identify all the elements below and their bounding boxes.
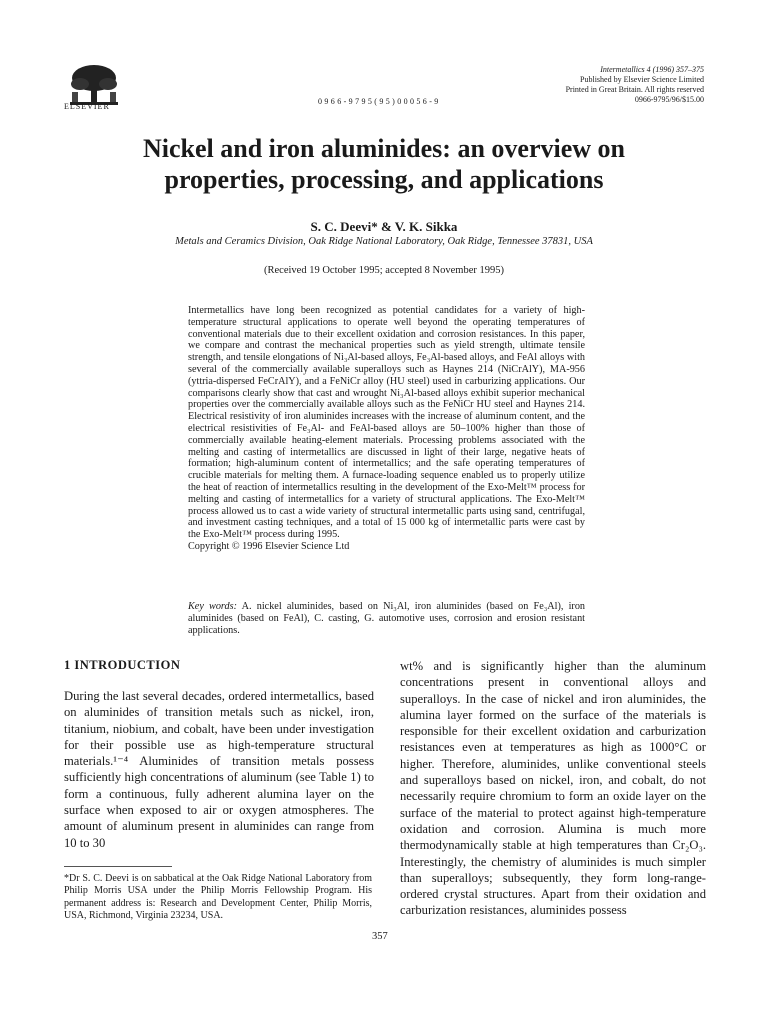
abstract-text: Intermetallics have long been recognized as potential candidates for a variety of high-temperature structural applications to operate well beyond the operating temperatures of conventional materials due to their excellent oxidation and corrosion resistances. In this paper, we compare and contrast the mechanical properties such as yield strength, ultimate tensile strength, and tensile elongations of Ni₃Al-based alloys, Fe₃Al-based alloys, and FeAl alloys with several of the commercially available superalloys such as Haynes 214 (NiCrAlY), MA-956 (yttria-dispersed FeCrAlY), and a FeNiCr alloy (HU steel) used in carburizing applications. Our comparisons clearly show that cast and wrought Ni₃Al-based alloys exhibit superior mechanical properties over the commercially available alloys such as the FeNiCr HU steel and Haynes 214. Electrical resistivity of iron aluminides increases with the increase of aluminum content, and the electrical resistivities of Fe₃Al- and FeAl-based alloys are 50–100% higher than those of commercially available heating-element materials. Processing problems associated with the melting and casting of intermetallics are discussed in light of their large, negative heats of formation; high-aluminum content of intermetallics; and the safe operating temperatures of crucible materials for melting them. A furnace-loading sequence enabled us to properly utilize the heat of reaction of intermetallics resulting in the development of the Exo-Melt™ process for melting and casting of intermetallics for a variety of structural applications. The Exo-Melt™ process allowed us to cast a wide variety of structural intermetallic parts using sand, centrifugal, and investment casting techniques, and a total of 15 000 kg of intermetallic parts were cast by the Exo-Melt™ process during 1995. (188, 305, 585, 541)
article-title-line-2: properties, processing, and applications (164, 165, 604, 194)
keywords-text: A. nickel aluminides, based on Ni₃Al, iron aluminides (based on Fe₃Al), iron aluminides (based on FeAl), C. casting, G. automotive uses, corrosion and erosion resistant applications. (188, 601, 586, 636)
affiliation: Metals and Ceramics Division, Oak Ridge National Laboratory, Oak Ridge, Tennessee 37831, USA (175, 236, 593, 247)
received-dates: (Received 19 October 1995; accepted 8 November 1995) (264, 265, 504, 276)
document-code: 0966-9795(95)00056-9 (318, 97, 441, 106)
section-heading: 1 INTRODUCTION (64, 658, 181, 672)
publisher-name: ELSEVIER (64, 102, 110, 111)
abstract (188, 305, 585, 553)
journal-info (566, 65, 704, 105)
body-right-column: wt% and is significantly higher than the aluminum concentrations present in conventional alloys and superalloys. In the case of nickel and iron aluminides, the alumina layer formed on the surface of the materials is responsible for their excellent oxidation and carburization resistances even at temperatures as high as 1000°C or higher. Therefore, aluminides, unlike conventional steels and superalloys based on nickel, iron, and cobalt, do not necessarily require chromium to form an oxide layer on the surface of the material to protect against high-temperature oxidation and corrosion. Alumina is much more thermodynamically stable at high temperatures than Cr₂O₃. Interestingly, the chemistry of aluminides is much simpler than superalloys; subsequently, they form long-range-ordered crystal structures. Apart from their oxidation and carburization resistances, aluminides possess (400, 659, 706, 918)
footnote-divider (64, 866, 172, 867)
keywords (188, 601, 585, 636)
page-number: 357 (372, 931, 388, 942)
price-code: 0966-9795/96/$15.00 (634, 95, 704, 104)
copyright-line: Copyright © 1996 Elsevier Science Ltd (188, 540, 350, 552)
body-left-column: During the last several decades, ordered intermetallics, based on aluminides of transition metals such as nickel, iron, titanium, niobium, and cobalt, have been under investigation for their possible use as high-temperature structural materials.¹⁻⁴ Aluminides of transition metals possess sufficiently high concentrations of aluminum (see Table 1) to form a continuous, fully adherent alumina layer on the surface when exposed to air or oxygen atmospheres. The amount of aluminum present in aluminides can range from 10 to 30 (64, 689, 374, 850)
keywords-label: Key words: (188, 601, 237, 612)
journal-citation: Intermetallics 4 (1996) 357–375 (600, 65, 704, 74)
article-title (0, 133, 768, 195)
authors: S. C. Deevi* & V. K. Sikka (310, 219, 458, 234)
footnote: *Dr S. C. Deevi is on sabbatical at the Oak Ridge National Laboratory from Philip Morris USA under the Philip Morris Fellowship Program. His permanent address is: Research and Development Center, Philip Morris, USA, Richmond, Virginia 23234, USA. (64, 873, 372, 922)
printed-line: Printed in Great Britain. All rights reserved (565, 85, 704, 94)
publisher-line: Published by Elsevier Science Limited (580, 75, 704, 84)
article-title-line-1: Nickel and iron aluminides: an overview on (142, 134, 625, 163)
